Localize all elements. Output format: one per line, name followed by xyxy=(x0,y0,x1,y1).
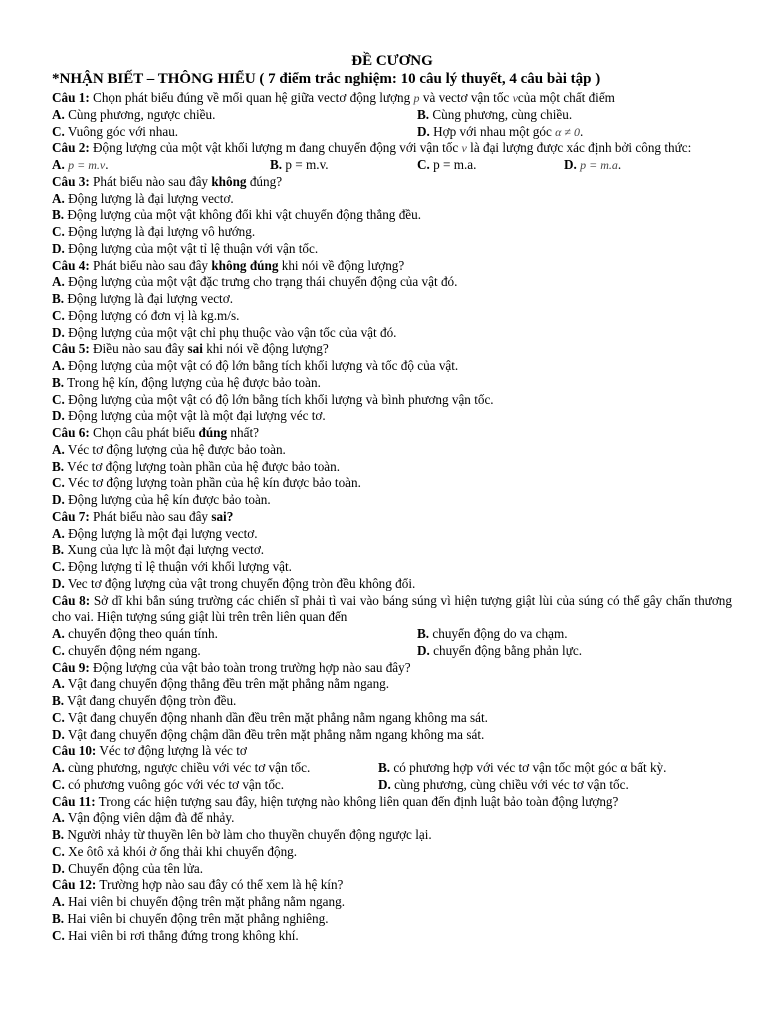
document xyxy=(52,52,732,944)
option-a: A. Vật đang chuyển động thẳng đều trên mặt phẳng nằm ngang. xyxy=(52,676,390,692)
option-b: B. chuyển động do va chạm. xyxy=(417,626,568,641)
question-1-options-row xyxy=(52,107,732,124)
question-8-options-row xyxy=(52,643,732,660)
math-formula: p = m.a xyxy=(580,158,618,172)
option-c: C. có phương vuông góc với véc tơ vận tốc. xyxy=(52,776,285,792)
question-8-options-row xyxy=(52,626,732,643)
question-label: Câu 2: xyxy=(52,140,90,156)
question-6-stem: Câu 6: Chọn câu phát biểu đúng nhất? xyxy=(52,425,259,440)
math-symbol-v: v xyxy=(512,91,518,105)
option-d: D. cùng phương, cùng chiều với véc tơ vận tốc. xyxy=(378,776,629,792)
option-b: B. Cùng phương, cùng chiều. xyxy=(417,106,573,122)
option-a: A. Động lượng là một đại lượng vectơ. xyxy=(52,525,258,541)
option-d: D. p = m.a. xyxy=(564,157,622,172)
option-b: B. Động lượng là đại lượng vectơ. xyxy=(52,291,233,306)
math-symbol-v: v xyxy=(461,141,467,156)
option-d: D. Hợp với nhau một góc α ≠ 0. xyxy=(417,123,584,139)
option-c: C. p = m.a. xyxy=(417,157,477,172)
option-b: B. Trong hệ kín, động lượng của hệ được bảo toàn. xyxy=(52,374,321,390)
option-c: C. Động lượng tỉ lệ thuận với khối lượng vật. xyxy=(52,559,292,574)
document-title: ĐỀ CƯƠNG xyxy=(351,53,433,69)
question-10-options-row xyxy=(52,760,732,777)
option-a: A. Động lượng của một vật có độ lớn bằng tích khối lượng và tốc độ của vật. xyxy=(52,358,459,373)
math-formula: α ≠ 0 xyxy=(555,124,581,139)
option-a: A. Hai viên bi chuyển động trên mặt phẳng nằm ngang. xyxy=(52,894,345,909)
option-a: A. Vận động viên dậm đà để nhảy. xyxy=(52,810,235,826)
question-5-stem: Câu 5: Điều nào sau đây sai khi nói về động lượng? xyxy=(52,341,329,357)
option-a: A. Véc tơ động lượng của hệ được bảo toàn. xyxy=(52,441,286,457)
option-c: C. Véc tơ động lượng toàn phần của hệ kín được bảo toàn. xyxy=(52,475,361,491)
option-b: B. Động lượng của một vật không đổi khi vật chuyển động thẳng đều. xyxy=(52,207,422,223)
option-c: C. Động lượng của một vật có độ lớn bằng tích khối lượng và bình phương vận tốc. xyxy=(52,391,494,407)
option-b: B. Véc tơ động lượng toàn phần của hệ được bảo toàn. xyxy=(52,458,341,474)
question-label: Câu 12: xyxy=(52,877,97,893)
option-d: D. Động lượng của một vật là một đại lượng véc tơ. xyxy=(52,408,326,424)
question-11-stem: Câu 11: Trong các hiện tượng sau đây, hiện tượng nào không liên quan đến định luật bảo toàn động lượng? xyxy=(52,793,619,809)
question-1-stem: Câu 1: Chọn phát biểu đúng về mối quan hệ giữa vectơ động lượng p và vectơ vận tốc vcủa một chất điểm xyxy=(52,90,615,105)
question-label: Câu 1: xyxy=(52,90,90,105)
question-label: Câu 8: xyxy=(52,592,91,608)
option-b: B. có phương hợp với véc tơ vận tốc một góc α bất kỳ. xyxy=(378,760,667,775)
option-d: D. Động lượng của một vật tỉ lệ thuận với vận tốc. xyxy=(52,240,319,256)
question-1-options-row xyxy=(52,124,732,141)
question-8-stem: Câu 8: Sở dĩ khi bắn súng trường các chiến sĩ phải tì vai vào báng súng vì hiện tượng giật lùi của súng có thể gây chấn thương cho vai. Hiện tượng súng giật lùi trên trên liên quan đến xyxy=(52,592,732,625)
question-7-stem: Câu 7: Phát biểu nào sau đây sai? xyxy=(52,508,234,524)
option-b: B. Người nhảy từ thuyền lên bờ làm cho thuyền chuyển động ngược lại. xyxy=(52,827,432,842)
option-c: C. Vuông góc với nhau. xyxy=(52,123,179,139)
option-a: A. Động lượng là đại lượng vectơ. xyxy=(52,190,234,206)
option-a: A. cùng phương, ngược chiều với véc tơ vận tốc. xyxy=(52,760,311,775)
option-c: C. chuyển động ném ngang. xyxy=(52,642,201,658)
question-label: Câu 3: xyxy=(52,173,90,189)
question-12-stem: Câu 12: Trường hợp nào sau đây có thể xem là hệ kín? xyxy=(52,877,344,893)
option-c: C. Hai viên bi rơi thẳng đứng trong không khí. xyxy=(52,927,299,943)
option-b: B. Xung của lực là một đại lượng vectơ. xyxy=(52,542,265,558)
option-d: D. chuyển động bằng phản lực. xyxy=(417,642,582,658)
option-d: D. Động lượng của hệ kín được bảo toàn. xyxy=(52,492,271,507)
option-a: A. chuyển động theo quán tính. xyxy=(52,626,218,641)
option-d: D. Vec tơ động lượng của vật trong chuyển động tròn đều không đổi. xyxy=(52,575,416,591)
option-b: B. Hai viên bi chuyển động trên mặt phẳng nghiêng. xyxy=(52,910,329,926)
question-10-stem: Câu 10: Véc tơ động lượng là véc tơ xyxy=(52,743,247,759)
option-b: B. p = m.v. xyxy=(270,157,329,172)
question-10-options-row xyxy=(52,777,732,794)
question-label: Câu 5: xyxy=(52,341,90,357)
option-c: C. Động lượng là đại lượng vô hướng. xyxy=(52,224,256,239)
option-c: C. Vật đang chuyển động nhanh dần đều trên mặt phẳng nằm ngang không ma sát. xyxy=(52,709,488,725)
option-d: D. Vật đang chuyển động chậm dần đều trên mặt phẳng nằm ngang không ma sát. xyxy=(52,726,485,742)
question-label: Câu 11: xyxy=(52,793,96,809)
question-9-stem: Câu 9: Động lượng của vật bảo toàn trong trường hợp nào sau đây? xyxy=(52,659,411,675)
question-4-stem: Câu 4: Phát biểu nào sau đây không đúng khi nói về động lượng? xyxy=(52,257,405,273)
option-a: A. Động lượng của một vật đặc trưng cho trạng thái chuyển động của vật đó. xyxy=(52,274,458,290)
question-label: Câu 9: xyxy=(52,659,90,675)
question-2-stem: Câu 2: Động lượng của một vật khối lượng m đang chuyển động với vận tốc v là đại lượng được xác định bởi công thức: xyxy=(52,140,692,156)
option-c: C. Động lượng có đơn vị là kg.m/s. xyxy=(52,307,240,323)
document-subtitle: *NHẬN BIẾT – THÔNG HIỂU ( 7 điểm trắc nghiệm: 10 câu lý thuyết, 4 câu bài tập ) xyxy=(52,71,601,87)
option-a: A. p = m.v. xyxy=(52,157,109,172)
question-label: Câu 6: xyxy=(52,425,90,440)
question-label: Câu 10: xyxy=(52,743,97,759)
option-d: D. Động lượng của một vật chỉ phụ thuộc vào vận tốc của vật đó. xyxy=(52,324,397,340)
question-2-options-row xyxy=(52,157,732,174)
math-symbol-p: p xyxy=(413,91,420,105)
question-3-stem: Câu 3: Phát biểu nào sau đây không đúng? xyxy=(52,173,283,189)
math-formula: p = m.v xyxy=(68,158,106,172)
option-a: A. Cùng phương, ngược chiều. xyxy=(52,106,216,122)
question-label: Câu 4: xyxy=(52,257,90,273)
question-label: Câu 7: xyxy=(52,508,90,524)
option-b: B. Vật đang chuyển động tròn đều. xyxy=(52,693,237,708)
option-d: D. Chuyển động của tên lửa. xyxy=(52,860,204,876)
option-c: C. Xe ôtô xả khói ở ống thải khi chuyển động. xyxy=(52,843,298,859)
